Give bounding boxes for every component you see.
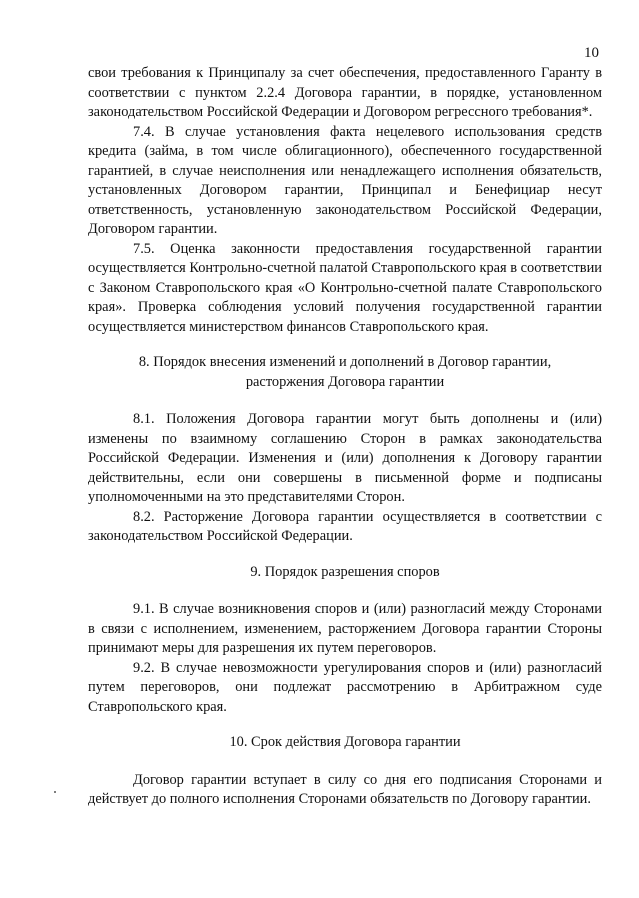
paragraph-continuation: свои требования к Принципалу за счет обеспечения, предоставленного Гаранту в соответствии с пунктом 2.2.4 Договора гарантии, в порядке, установленном законодательством Российской Федерации и Договором регрессного требования*.: [88, 65, 602, 120]
paragraph-9-2: 9.2. В случае невозможности урегулирования споров и (или) разногласий путем переговоров, они подлежат рассмотрению в Арбитражном суде Ставропольского края.: [88, 659, 602, 715]
section-8-heading-line1: 8. Порядок внесения изменений и дополнений в Договор гарантии,: [138, 354, 552, 370]
spacer: [88, 753, 602, 771]
paragraph-8-1: 8.1. Положения Договора гарантии могут быть дополнены и (или) изменены по взаимному соглашению Сторон в рамках законодательства Российской Федерации. Изменения и (или) дополнения к Договору гарантии действительны, если они совершены в письменной форме и подписаны уполномоченными на это представителями Сторон.: [88, 411, 602, 505]
section-8-heading: [88, 353, 602, 392]
page-number: 10: [584, 45, 599, 61]
spacer: [88, 717, 602, 733]
paragraph-8-2: 8.2. Расторжение Договора гарантии осуществляется в соответствии с законодательством Российской Федерации.: [88, 508, 602, 544]
paragraph-10: Договор гарантии вступает в силу со дня его подписания Сторонами и действует до полного исполнения Сторонами обязательств по Договору гарантии.: [88, 771, 602, 807]
spacer: [88, 547, 602, 563]
spacer: [88, 582, 602, 600]
paragraph-7-4: 7.4. В случае установления факта нецелевого использования средств кредита (займа, в том числе облигационного), обеспеченного государственной гарантией, в случае неисполнения или ненадлежащего исполнения обязательств, установленных Договором гарантии, Принципал и Бенефициар несут ответственность, установленную законодательством Российской Федерации, Договором гарантии.: [88, 123, 602, 237]
paragraph-7-5: 7.5. Оценка законности предоставления государственной гарантии осуществляется Контрольно-счетной палатой Ставропольского края в соответствии с Законом Ставропольского края «О Контрольно-счетной палате Ставропольского края». Проверка соблюдения условий получения государственной гарантии осуществляется министерством финансов Ставропольского края.: [88, 240, 602, 335]
section-10-heading: 10. Срок действия Договора гарантии: [229, 734, 461, 750]
scan-speck: [54, 791, 56, 793]
section-8-heading-line2: расторжения Договора гарантии: [245, 373, 445, 390]
paragraph-9-1: 9.1. В случае возникновения споров и (или) разногласий между Сторонами в связи с исполнением, изменением, расторжением Договора гарантии Стороны принимают меры для разрешения их путем переговоров.: [88, 601, 602, 656]
spacer: [88, 392, 602, 410]
section-9-heading: 9. Порядок разрешения споров: [250, 563, 440, 580]
document-body: [88, 64, 602, 810]
spacer: [88, 337, 602, 353]
